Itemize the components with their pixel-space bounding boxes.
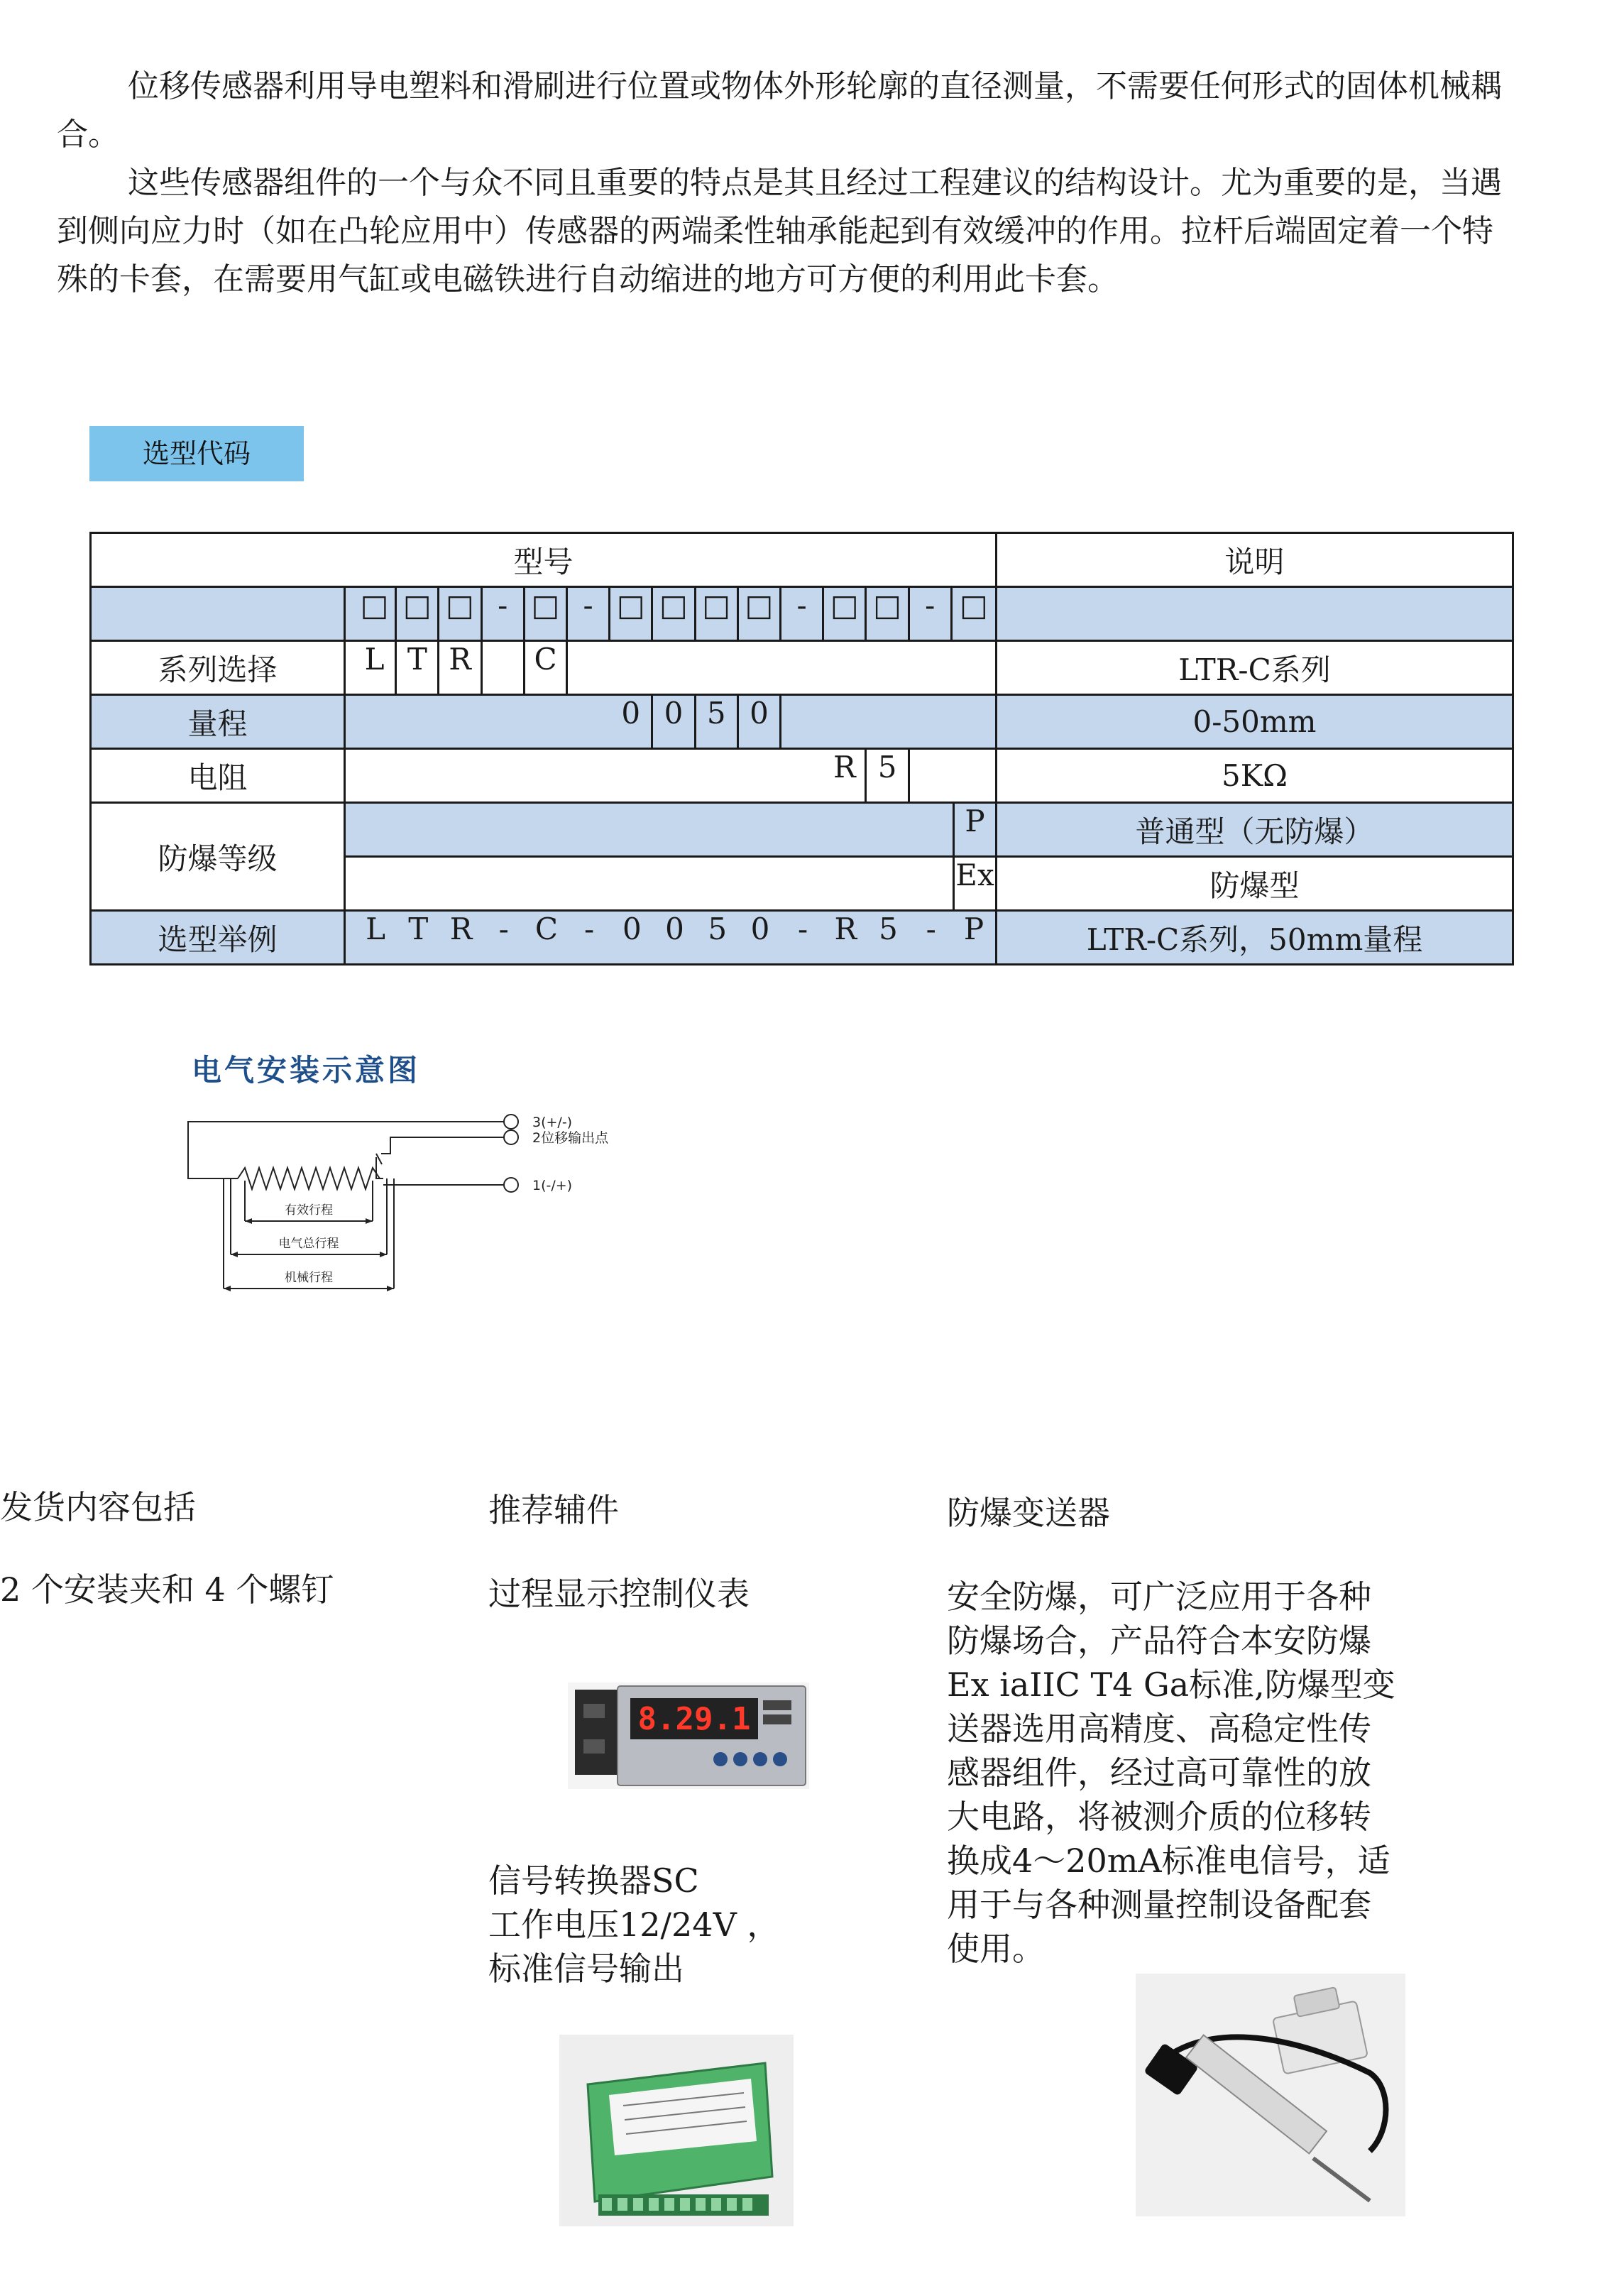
code-blank [525,750,568,802]
code-blank [739,750,781,802]
code-blank [696,642,739,694]
meter-display-value: 8.29.1 [637,1701,751,1737]
transmitter-line: 感器组件，经过高可靠性的放 [947,1754,1371,1792]
transmitter-line: 送器选用高精度、高稳定性传 [947,1710,1371,1748]
converter-line-1: 信号转换器SC [488,1861,699,1900]
row-code-explosion-ex [345,857,997,911]
code-char: L [366,912,386,946]
code-slot-icon: □ [824,588,867,640]
code-char: 0 [622,912,642,946]
transmitter-line: 用于与各种测量控制设备配套 [947,1886,1371,1924]
row-label-range: 量程 [91,695,345,749]
code-blank [739,804,781,855]
code-template-row [345,587,997,641]
electrical-travel-label: 电气总行程 [278,1237,339,1251]
pin1-terminal-icon [504,1178,518,1192]
code-blank [568,696,610,748]
code-blank [781,642,824,694]
row-desc-example: LTR-C系列，50mm量程 [997,911,1513,965]
code-slot-icon: □ [525,588,568,640]
meter-button-icon [753,1752,767,1766]
code-slot-icon: □ [739,588,781,640]
display-meter-image [568,1683,809,1789]
wiring-diagram [170,1097,667,1310]
code-blank [739,858,781,909]
code-char: T [397,642,439,694]
code-char: R [824,750,867,802]
code-blank [867,642,909,694]
code-blank [867,858,909,909]
row-label-explosion: 防爆等级 [91,803,345,911]
code-char: - [498,912,509,946]
code-blank [867,696,909,748]
code-blank [696,750,739,802]
code-char: 0 [653,696,696,748]
shipping-content: 2 个安装夹和 4 个螺钉 [0,1570,334,1609]
code-char: - [798,912,808,946]
code-dash: - [910,588,953,640]
pin2-terminal-icon [504,1130,518,1144]
transmitter-line: 大电路，将被测介质的位移转 [947,1798,1371,1836]
shipping-title: 发货内容包括 [0,1488,196,1526]
code-blank [653,750,696,802]
intro-paragraph-1 [57,62,1505,159]
code-char: 5 [708,912,728,946]
meter-button-icon [733,1752,747,1766]
wiring-title: 电气安装示意图 [192,1053,421,1088]
code-blank [483,858,525,909]
transmitter-sensor-image [1136,1974,1405,2216]
code-char: T [408,912,429,946]
code-char: 0 [739,696,781,748]
code-char: 0 [665,912,684,946]
row-desc-resistance: 5KΩ [997,749,1513,803]
meter-button-icon [713,1752,728,1766]
intro-paragraph-2 [57,159,1505,304]
code-blank [696,804,739,855]
code-blank [953,642,995,694]
code-slot-icon: □ [653,588,696,640]
code-char: 0 [750,912,770,946]
row-desc-explosion-p: 普通型（无防爆） [997,803,1513,857]
code-blank [568,858,610,909]
row-desc-range: 0-50mm [997,695,1513,749]
pin3-label: 3(+/-) [532,1115,573,1130]
code-char: C [525,642,568,694]
code-blank [483,750,525,802]
code-char: - [584,912,595,946]
code-blank [439,858,482,909]
converter-line-3: 标准信号输出 [488,1949,684,1988]
code-blank [354,804,397,855]
code-blank [483,804,525,855]
code-slot-icon: □ [696,588,739,640]
code-slot-icon: □ [397,588,439,640]
code-blank [781,750,824,802]
code-blank [867,804,909,855]
transmitter-title: 防爆变送器 [947,1494,1110,1532]
code-blank [824,696,867,748]
code-blank [824,642,867,694]
code-blank [354,696,397,748]
transmitter-line: 安全防爆，可广泛应用于各种 [947,1577,1371,1616]
code-dash: - [483,588,525,640]
code-slot-icon: □ [439,588,482,640]
code-blank [568,804,610,855]
code-blank [354,858,397,909]
code-blank [910,642,953,694]
code-char: L [354,642,397,694]
pin2-label: 2位移输出点 [532,1130,609,1146]
row-code-example [345,911,997,965]
code-blank [696,858,739,909]
code-blank [781,696,824,748]
code-blank [739,642,781,694]
code-blank [568,750,610,802]
mechanical-travel-label: 机械行程 [285,1271,333,1285]
code-blank [354,750,397,802]
transmitter-column [947,1491,1430,1971]
row-code-range [345,695,997,749]
code-blank [953,696,995,748]
code-blank [653,858,696,909]
header-model: 型号 [91,533,997,587]
effective-travel-label: 有效行程 [285,1203,333,1218]
header-desc: 说明 [997,533,1513,587]
code-blank [568,642,610,694]
code-blank [397,696,439,748]
code-char: P [963,912,984,946]
code-blank [525,858,568,909]
code-dash: - [781,588,824,640]
row-desc-explosion-ex: 防爆型 [997,857,1513,911]
intro-text-2: 这些传感器组件的一个与众不同且重要的特点是其且经过工程建议的结构设计。尤为重要的是，当遇到侧向应力时（如在凸轮应用中）传感器的两端柔性轴承能起到有效缓冲的作用。拉杆后端固定着一个特殊的卡套，在需要用气缸或电磁铁进行自动缩进的地方可方便的利用此卡套。 [57,165,1502,297]
code-blank [824,858,867,909]
converter-line-2: 工作电压12/24V ， [488,1905,780,1944]
code-blank [439,696,482,748]
row-desc-series: LTR-C系列 [997,641,1513,695]
code-char: R [834,912,857,946]
code-slot-icon: □ [867,588,909,640]
code-blank [610,642,653,694]
signal-converter-image [559,2035,794,2226]
code-char: R [439,642,482,694]
code-slot-icon: □ [354,588,397,640]
code-blank [397,858,439,909]
code-blank [910,804,953,855]
code-slot-icon: □ [610,588,653,640]
code-blank [781,804,824,855]
code-blank [610,804,653,855]
code-char: C [534,912,558,946]
shipping-column [0,1485,426,1612]
code-char: 5 [867,750,909,802]
code-blank [824,804,867,855]
code-blank [525,804,568,855]
code-blank [483,696,525,748]
code-char: R [449,912,473,946]
transmitter-line: 换成4～20mA标准电信号，适 [947,1842,1390,1880]
code-blank [910,750,953,802]
row-label-resistance: 电阻 [91,749,345,803]
code-char: P [953,804,995,855]
code-char: - [926,912,936,946]
selection-table [89,532,1514,966]
code-char: 0 [610,696,653,748]
code-blank [654,642,696,694]
code-blank [610,858,653,909]
code-char: 5 [696,696,739,748]
code-blank [439,750,482,802]
resistor-icon [238,1168,380,1189]
row-code-resistance [345,749,997,803]
code-blank [910,696,953,748]
row-code-explosion-p [345,803,997,857]
code-blank [953,750,995,802]
transmitter-line: 使用。 [947,1930,1045,1968]
code-blank [910,858,953,909]
transmitter-line: Ex iaIIC T4 Ga标准,防爆型变 [947,1665,1395,1704]
intro-text-1: 位移传感器利用导电塑料和滑刷进行位置或物体外形轮廓的直径测量，不需要任何形式的固体机械耦合。 [57,68,1502,153]
code-char [483,642,525,694]
pin3-terminal-icon [504,1115,518,1129]
code-char: Ex [953,858,995,909]
accessories-title: 推荐辅件 [488,1491,619,1529]
meter-button-icon [773,1752,787,1766]
code-blank [653,804,696,855]
code-blank [397,750,439,802]
row-label-example: 选型举例 [91,911,345,965]
converter-text [488,1859,857,1991]
code-blank [439,804,482,855]
code-blank [781,858,824,909]
accessory-meter-label: 过程显示控制仪表 [488,1575,750,1613]
code-char: 5 [879,912,898,946]
section-badge: 选型代码 [89,426,304,481]
code-blank [610,750,653,802]
row-code-series [345,641,997,695]
code-dash: - [568,588,610,640]
code-blank [397,804,439,855]
accessories-column [488,1488,857,1616]
pin1-label: 1(-/+) [532,1178,573,1193]
code-slot-icon: □ [960,588,988,623]
row-label-series: 系列选择 [91,641,345,695]
code-blank [525,696,568,748]
transmitter-line: 防爆场合，产品符合本安防爆 [947,1621,1371,1660]
